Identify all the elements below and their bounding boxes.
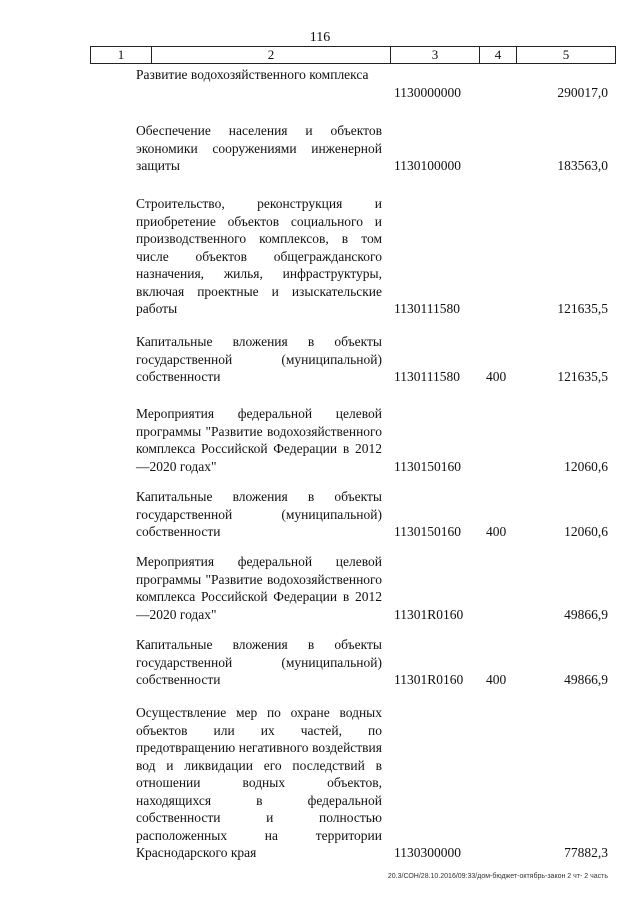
row-amount: 49866,9 <box>564 607 608 622</box>
column-header-1: 1 <box>91 47 152 64</box>
row-code: 1130111580 <box>394 301 460 316</box>
row-amount: 121635,5 <box>557 369 608 384</box>
column-header-5: 5 <box>517 47 616 64</box>
row-expense-type: 400 <box>486 672 507 687</box>
row-amount: 12060,6 <box>564 524 608 539</box>
row-description: Осуществление мер по охране водных объектов или их частей, по предотвращению негативного воздействия вод и ликвидации его последствий в отношении водных объектов, находящихся в федеральной собственности и полностью расположенных на территории Краснодарского края <box>136 705 382 860</box>
column-header-2: 2 <box>152 47 391 64</box>
row-code: 11301R0160 <box>394 672 464 687</box>
row-amount: 12060,6 <box>564 459 608 474</box>
row-amount: 77882,3 <box>564 845 608 860</box>
page-number: 116 <box>309 30 331 45</box>
row-description: Капитальные вложения в объекты государственной (муниципальной) собственности <box>136 489 382 539</box>
row-amount: 121635,5 <box>557 301 608 316</box>
row-code: 11301R0160 <box>394 607 464 622</box>
row-amount: 290017,0 <box>557 85 608 100</box>
row-description: Мероприятия федеральной целевой программы "Развитие водохозяйственного комплекса Российской Федерации в 2012—2020 годах" <box>136 554 382 622</box>
document-footer: 20.3/СОН/28.10.2016/09:33/дом-бюджет-октябрь-закон 2 чт- 2 часть <box>387 873 608 880</box>
row-code: 1130100000 <box>394 158 461 173</box>
row-code: 1130150160 <box>394 459 461 474</box>
row-description: Развитие водохозяйственного комплекса <box>136 67 369 82</box>
column-header-3: 3 <box>391 47 480 64</box>
row-code: 1130300000 <box>394 845 461 860</box>
row-expense-type: 400 <box>486 524 507 539</box>
row-description: Капитальные вложения в объекты государственной (муниципальной) собственности <box>136 334 382 384</box>
row-description: Капитальные вложения в объекты государственной (муниципальной) собственности <box>136 637 382 687</box>
row-description: Мероприятия федеральной целевой программы "Развитие водохозяйственного комплекса Российской Федерации в 2012—2020 годах" <box>136 406 382 474</box>
column-header-4: 4 <box>480 47 517 64</box>
row-code: 1130150160 <box>394 524 461 539</box>
row-code: 1130000000 <box>394 85 461 100</box>
row-amount: 183563,0 <box>557 158 608 173</box>
row-expense-type: 400 <box>486 369 507 384</box>
row-code: 1130111580 <box>394 369 460 384</box>
row-description: Строительство, реконструкция и приобретение объектов социального и производственного комплексов, в том числе объектов общегражданского назначения, жилья, инфраструктуры, включая проектные и изыскательские работы <box>136 196 382 316</box>
row-amount: 49866,9 <box>564 672 608 687</box>
row-description: Обеспечение населения и объектов экономики сооружениями инженерной защиты <box>136 123 382 173</box>
